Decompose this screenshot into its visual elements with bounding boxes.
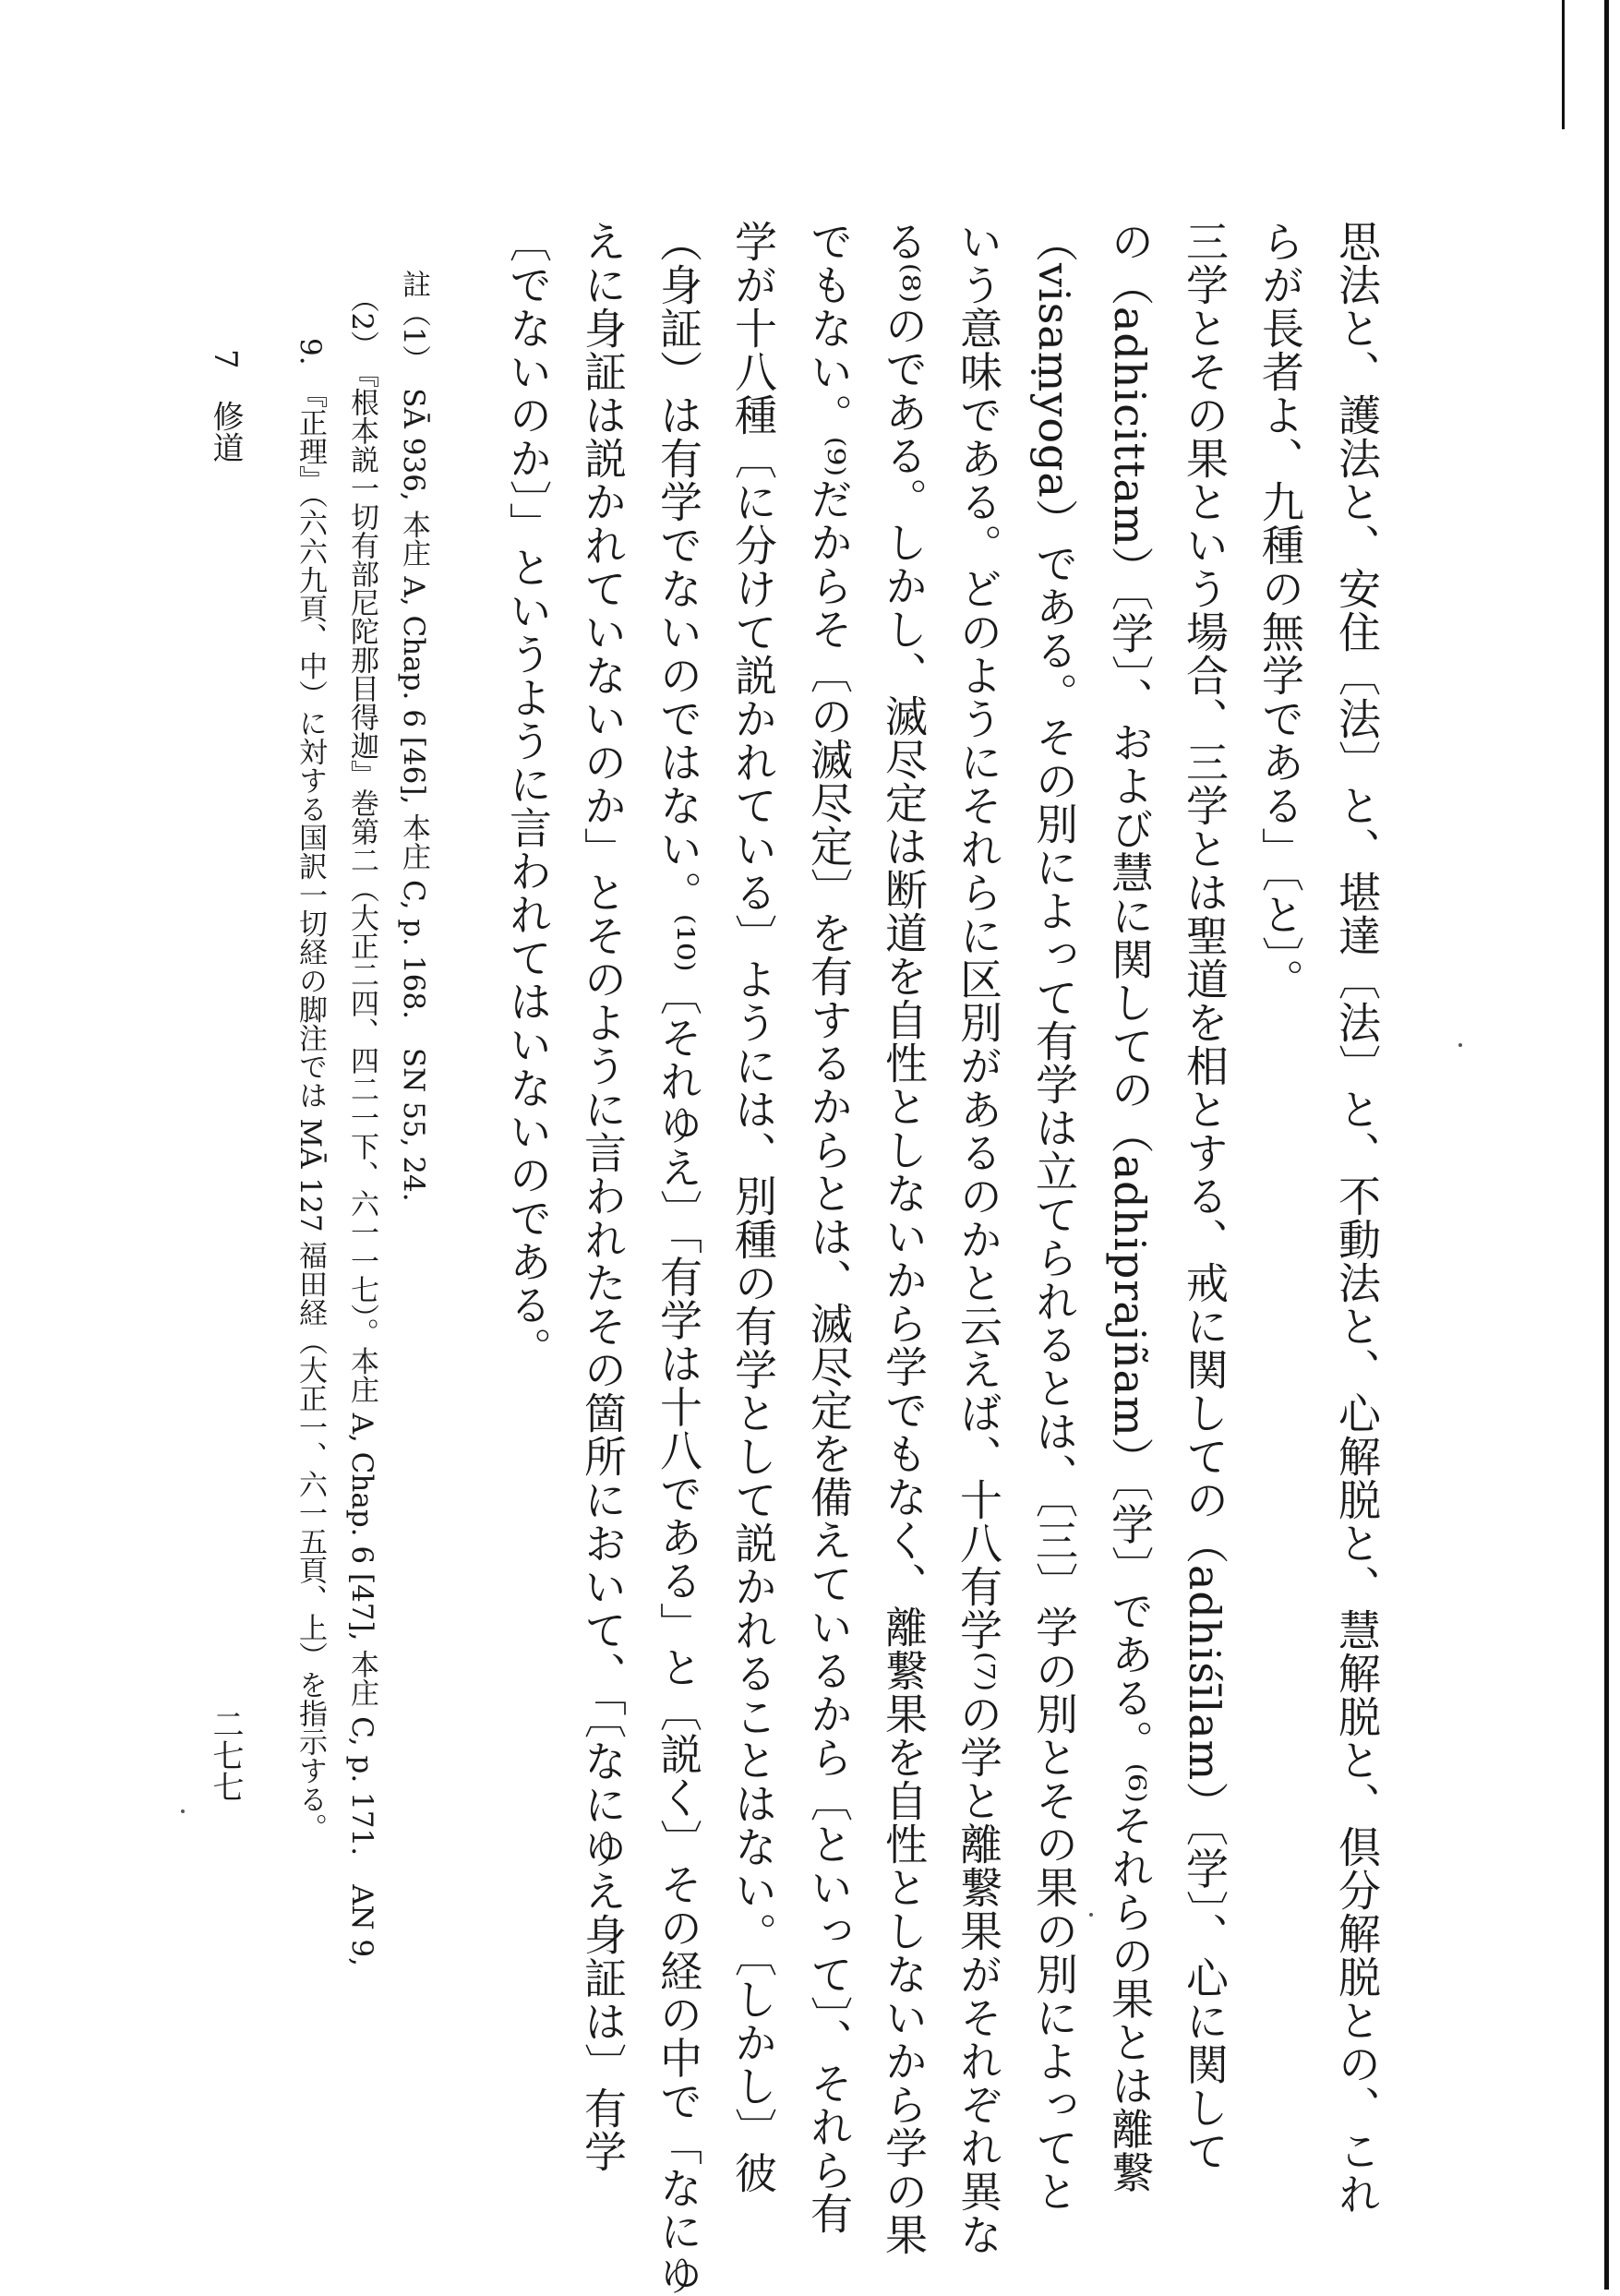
body-line-7: る⁽⁸⁾のである。しかし、滅尽定は断道を自性としないから学でもなく、離繋果を自性としないから学の果	[879, 220, 929, 2257]
footnote-2: （2） 『根本説一切有部尼陀那目得迦』巻第二（大正二四、四二一下、六一一七）。本庄 A, Chap. 6 [47], 本庄 C, p. 171. AN 9,	[345, 270, 378, 1967]
footnote-1: 註（1） SĀ 936, 本庄 A, Chap. 6 [46], 本庄 C, p. 168. SN 55, 24.	[397, 270, 430, 1202]
scan-speck	[1089, 1913, 1093, 1917]
body-line-12: 〔でないのか〕」というように言われてはいないのである。	[503, 220, 553, 1370]
body-line-11: えに身証は説かれていないのか」とそのように言われたその箇所において、「〔なにゆえ身証は〕有学	[578, 220, 628, 2173]
body-line-1: 思法と、護法と、安住〔法〕と、堪達〔法〕と、不動法と、心解脱と、慧解脱と、倶分解脱との、これ	[1332, 220, 1382, 2216]
scan-speck	[1458, 1043, 1462, 1047]
body-line-2: らが長者よ、九種の無学である」〔と〕。	[1255, 220, 1305, 1002]
page-edge	[1604, 0, 1609, 2290]
page-number: 二七七	[207, 1708, 244, 1802]
body-line-4: の（adhicittam）〔学〕、および慧に関しての（adhiprajñam）〔学〕である。⁽⁶⁾それらの果とは離繋	[1105, 220, 1155, 2194]
body-line-6: いう意味である。どのようにそれらに区別があるのかと云えば、十八有学⁽⁷⁾の学と離繋果がそれぞれ異な	[954, 220, 1003, 2257]
footnote-2-continued: 9. 『正理』（六六九頁、中）に対する国訳一切経の脚注では MĀ 127 福田経（大正一、六一五頁、上）を指示する。	[294, 338, 327, 1843]
body-line-3: 三学とその果という場合、三学とは聖道を相とする、戒に関しての（adhiśīlam）〔学〕、心に関して	[1180, 220, 1230, 2173]
scan-speck	[181, 1809, 185, 1813]
body-line-8: でもない。⁽⁹⁾だからそ〔の滅尽定〕を有するからとは、滅尽定を備えているから〔といって〕、それら有	[804, 220, 854, 2236]
body-line-5: （visaṃyoga）である。その別によって有学は立てられるとは、〔三〕学の別とその果の別によってと	[1029, 220, 1079, 2213]
body-line-9: 学が十八種〔に分けて説かれている〕ようには、別種の有学として説かれることはない。〔しかし〕彼	[728, 220, 778, 2194]
running-footer-chapter: 7 修道	[207, 349, 244, 463]
body-line-10: （身証）は有学でないのではない。⁽¹⁰⁾〔それゆえ〕「有学は十八である」と〔説く〕その経の中で「なにゆ	[654, 220, 703, 2296]
page-edge-mark	[1562, 0, 1565, 129]
